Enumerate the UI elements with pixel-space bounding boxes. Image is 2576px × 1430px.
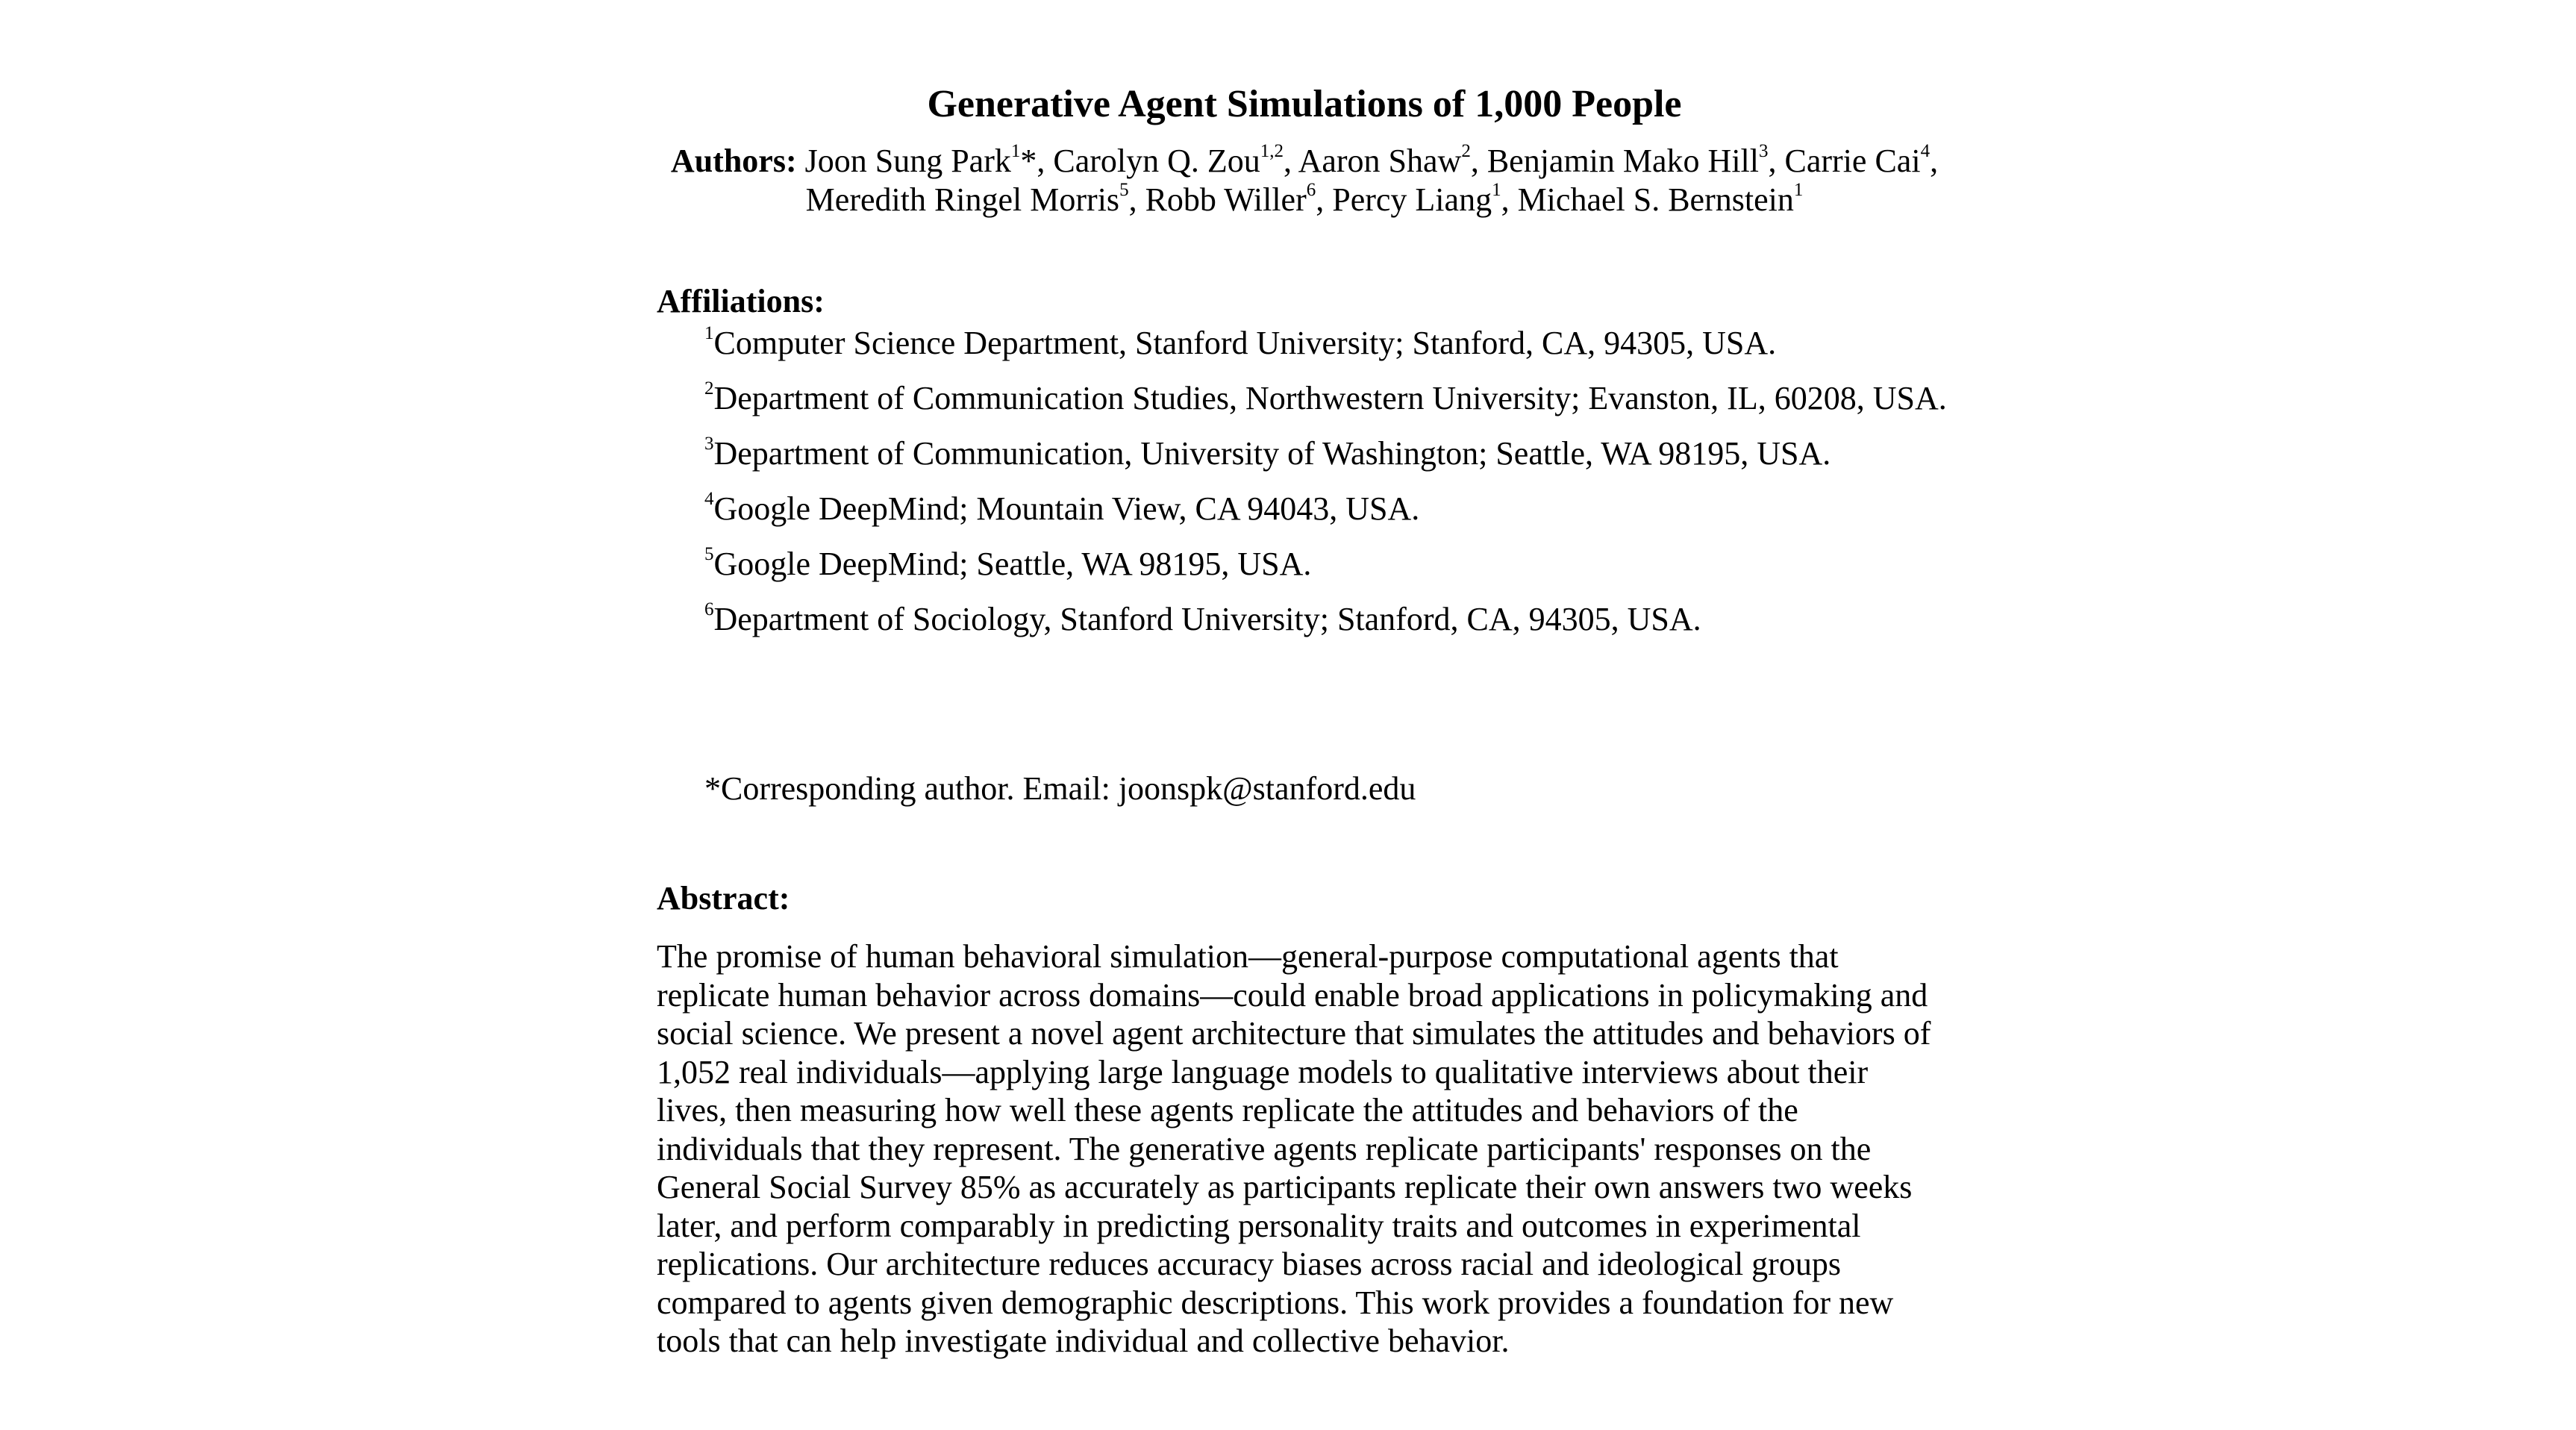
affiliation-number: 1	[704, 323, 714, 344]
author-name: Carrie Cai	[1784, 143, 1921, 179]
author-affiliation-marker: 1	[1010, 141, 1021, 162]
abstract-line: later, and perform comparably in predicting personality traits and outcomes in experimental	[657, 1207, 1861, 1244]
author-separator: ,	[1930, 143, 1939, 179]
affiliation-item	[704, 324, 1958, 363]
authors-line-2	[655, 181, 1954, 219]
author-separator: ,	[1316, 181, 1333, 218]
author-separator: *,	[1020, 143, 1054, 179]
authors-list-line-2	[806, 181, 1804, 218]
abstract-line: tools that can help investigate individual and collective behavior.	[657, 1323, 1510, 1359]
abstract-line: lives, then measuring how well these agents replicate the attitudes and behaviors of the	[657, 1092, 1798, 1128]
affiliation-item	[704, 545, 1958, 584]
author-name: Carolyn Q. Zou	[1053, 143, 1260, 179]
abstract-line: social science. We present a novel agent architecture that simulates the attitudes and behaviors of	[657, 1015, 1931, 1052]
affiliation-number: 3	[704, 434, 714, 455]
author-name: Joon Sung Park	[804, 143, 1011, 179]
author-affiliation-marker: 1	[1793, 180, 1804, 201]
affiliation-text: Google DeepMind; Seattle, WA 98195, USA.	[713, 546, 1312, 582]
author-affiliation-marker: 6	[1306, 180, 1316, 201]
authors-line-1	[655, 142, 1954, 181]
author-separator: ,	[1128, 181, 1145, 218]
author-separator: ,	[1284, 143, 1298, 179]
authors-label: Authors:	[670, 143, 797, 179]
affiliation-text: Computer Science Department, Stanford University; Stanford, CA, 94305, USA.	[713, 325, 1777, 361]
affiliations-list	[704, 324, 1958, 655]
affiliations-heading: Affiliations:	[657, 283, 825, 319]
author-separator: ,	[1470, 143, 1487, 179]
author-name: Robb Willer	[1145, 181, 1307, 218]
affiliation-text: Department of Sociology, Stanford University; Stanford, CA, 94305, USA.	[713, 601, 1701, 637]
author-affiliation-marker: 5	[1119, 180, 1129, 201]
author-affiliation-marker: 1,2	[1260, 141, 1284, 162]
abstract-line: replicate human behavior across domains—could enable broad applications in policymaking and	[657, 976, 1928, 1014]
affiliation-text: Department of Communication Studies, Northwestern University; Evanston, IL, 60208, USA.	[713, 380, 1947, 416]
affiliation-item	[704, 434, 1958, 473]
abstract-body	[657, 937, 1970, 1361]
author-affiliation-marker: 4	[1920, 141, 1931, 162]
abstract-line: The promise of human behavioral simulation—general-purpose computational agents that	[657, 938, 1839, 975]
affiliation-item	[704, 490, 1958, 528]
abstract-line: replications. Our architecture reduces accuracy biases across racial and ideological groups	[657, 1246, 1841, 1282]
author-name: Aaron Shaw	[1298, 143, 1462, 179]
author-name: Percy Liang	[1332, 181, 1492, 218]
affiliation-text: Google DeepMind; Mountain View, CA 94043, USA.	[713, 490, 1420, 527]
abstract-line: 1,052 real individuals—applying large language models to qualitative interviews about their	[657, 1053, 1869, 1090]
author-separator: ,	[1768, 143, 1785, 179]
abstract-line: General Social Survey 85% as accurately as participants replicate their own answers two weeks	[657, 1169, 1913, 1205]
paper-title: Generative Agent Simulations of 1,000 People	[927, 83, 1682, 125]
author-name: Benjamin Mako Hill	[1486, 143, 1760, 179]
affiliation-number: 4	[704, 489, 714, 510]
authors-list-line-1	[805, 143, 1938, 179]
affiliation-item	[704, 379, 1958, 418]
author-name: Michael S. Bernstein	[1517, 181, 1794, 218]
author-name: Meredith Ringel Morris	[805, 181, 1120, 218]
affiliation-text: Department of Communication, University of Washington; Seattle, WA 98195, USA.	[713, 435, 1831, 472]
affiliation-number: 5	[704, 544, 714, 565]
author-separator: ,	[1501, 181, 1518, 218]
paper-page	[655, 0, 1969, 1430]
abstract-line: individuals that they represent. The generative agents replicate participants' responses on the	[657, 1130, 1872, 1167]
affiliation-number: 6	[704, 599, 714, 620]
abstract-line: compared to agents given demographic descriptions. This work provides a foundation for new	[657, 1284, 1894, 1321]
abstract-heading: Abstract:	[657, 880, 790, 917]
author-affiliation-marker: 3	[1759, 141, 1769, 162]
affiliation-item	[704, 600, 1958, 639]
author-affiliation-marker: 2	[1461, 141, 1471, 162]
author-affiliation-marker: 1	[1492, 180, 1501, 201]
authors-block	[655, 142, 1954, 219]
affiliation-number: 2	[704, 378, 714, 399]
corresponding-author: *Corresponding author. Email: joonspk@stanford.edu	[704, 770, 1416, 807]
